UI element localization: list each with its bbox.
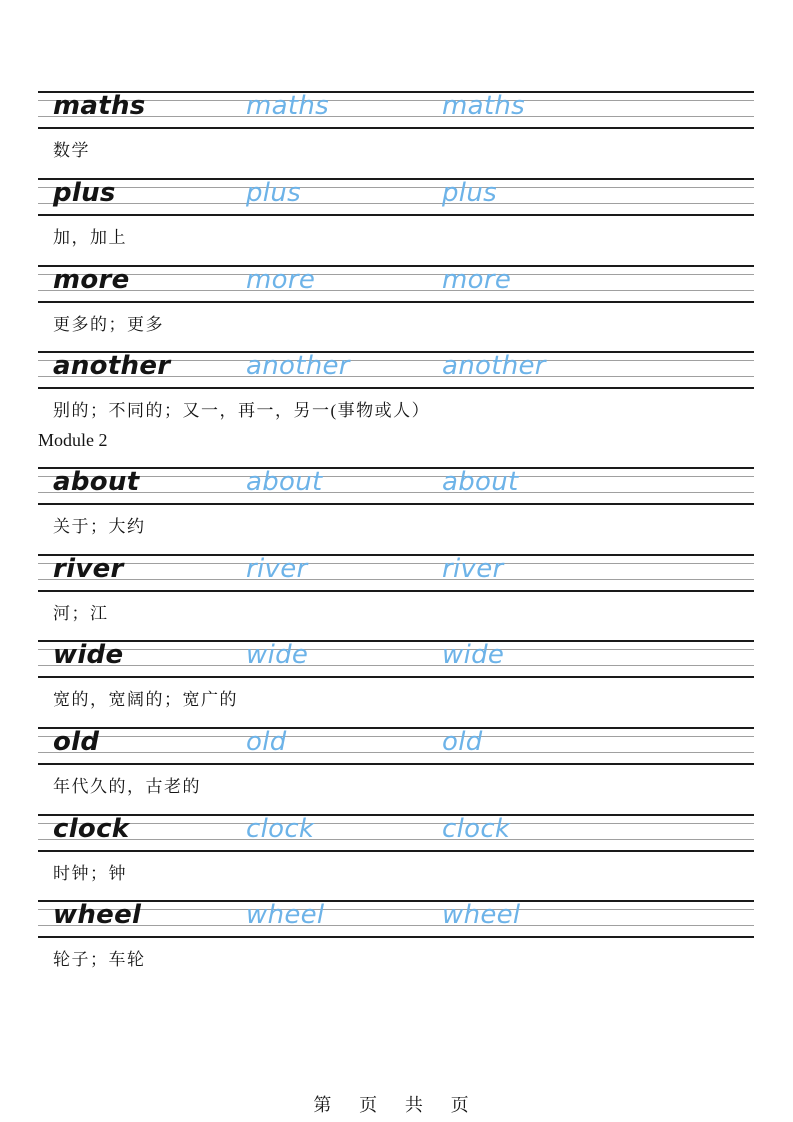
guide-line-baseline [38,839,754,840]
guide-line-top [38,467,754,469]
guide-line-bottom [38,301,754,303]
word-translation: 关于；大约 [53,517,146,536]
word-entry [38,814,754,901]
guide-line-baseline [38,579,754,580]
word-printed: wheel [53,900,142,930]
word-trace-1: clock [246,814,315,844]
word-trace-2: maths [442,91,525,121]
word-trace-1: about [246,467,323,497]
word-translation: 时钟；钟 [53,864,127,883]
word-trace-1: wide [246,640,309,670]
guide-line-top [38,554,754,556]
guide-line-bottom [38,503,754,505]
guide-line-bottom [38,763,754,765]
word-trace-2: about [442,467,519,497]
guide-line-upper [38,476,754,477]
guide-line-bottom [38,850,754,852]
word-trace-1: maths [246,91,329,121]
word-entry [38,351,754,438]
guide-line-upper [38,563,754,564]
word-translation: 数学 [53,141,90,160]
word-printed: maths [53,91,146,121]
word-entry [38,467,754,554]
word-trace-2: river [442,554,504,584]
word-translation: 别的；不同的；又一，再一，另一(事物或人） [53,401,431,420]
module-heading: Module 2 [38,430,108,450]
guide-line-upper [38,649,754,650]
word-translation: 轮子；车轮 [53,950,146,969]
word-trace-2: clock [442,814,511,844]
guide-line-bottom [38,936,754,938]
word-translation: 宽的，宽阔的；宽广的 [53,690,238,709]
guide-line-bottom [38,214,754,216]
guide-line-top [38,900,754,902]
guide-line-bottom [38,676,754,678]
word-trace-2: wheel [442,900,521,930]
word-translation: 加，加上 [53,228,127,247]
guide-line-top [38,814,754,816]
word-trace-2: plus [442,178,497,208]
guide-line-bottom [38,387,754,389]
word-entry [38,178,754,265]
word-entry [38,727,754,814]
guide-line-baseline [38,925,754,926]
guide-line-upper [38,909,754,910]
word-trace-1: wheel [246,900,325,930]
guide-line-bottom [38,590,754,592]
guide-line-baseline [38,752,754,753]
word-translation: 年代久的，古老的 [53,777,201,796]
word-trace-1: another [246,351,350,381]
word-printed: wide [53,640,124,670]
page-footer: 第 页 共 页 [313,1095,480,1116]
guide-line-baseline [38,203,754,204]
guide-line-top [38,265,754,267]
word-trace-1: old [246,727,287,757]
word-entry [38,265,754,352]
guide-line-baseline [38,290,754,291]
guide-line-upper [38,187,754,188]
word-entry [38,900,754,987]
word-printed: old [53,727,100,757]
word-printed: clock [53,814,130,844]
guide-line-upper [38,736,754,737]
guide-line-top [38,640,754,642]
word-trace-2: old [442,727,483,757]
word-entry [38,640,754,727]
word-trace-2: another [442,351,546,381]
word-trace-1: plus [246,178,301,208]
guide-line-top [38,178,754,180]
guide-line-baseline [38,665,754,666]
word-printed: about [53,467,140,497]
word-trace-1: river [246,554,308,584]
word-trace-2: more [442,265,512,295]
guide-line-upper [38,274,754,275]
word-trace-1: more [246,265,316,295]
word-translation: 河；江 [53,604,109,623]
word-printed: another [53,351,171,381]
word-printed: plus [53,178,116,208]
guide-line-upper [38,823,754,824]
word-translation: 更多的；更多 [53,315,164,334]
word-entry [38,91,754,178]
guide-line-baseline [38,492,754,493]
guide-line-top [38,727,754,729]
word-printed: more [53,265,130,295]
guide-line-bottom [38,127,754,129]
word-printed: river [53,554,124,584]
word-trace-2: wide [442,640,505,670]
word-entry [38,554,754,641]
